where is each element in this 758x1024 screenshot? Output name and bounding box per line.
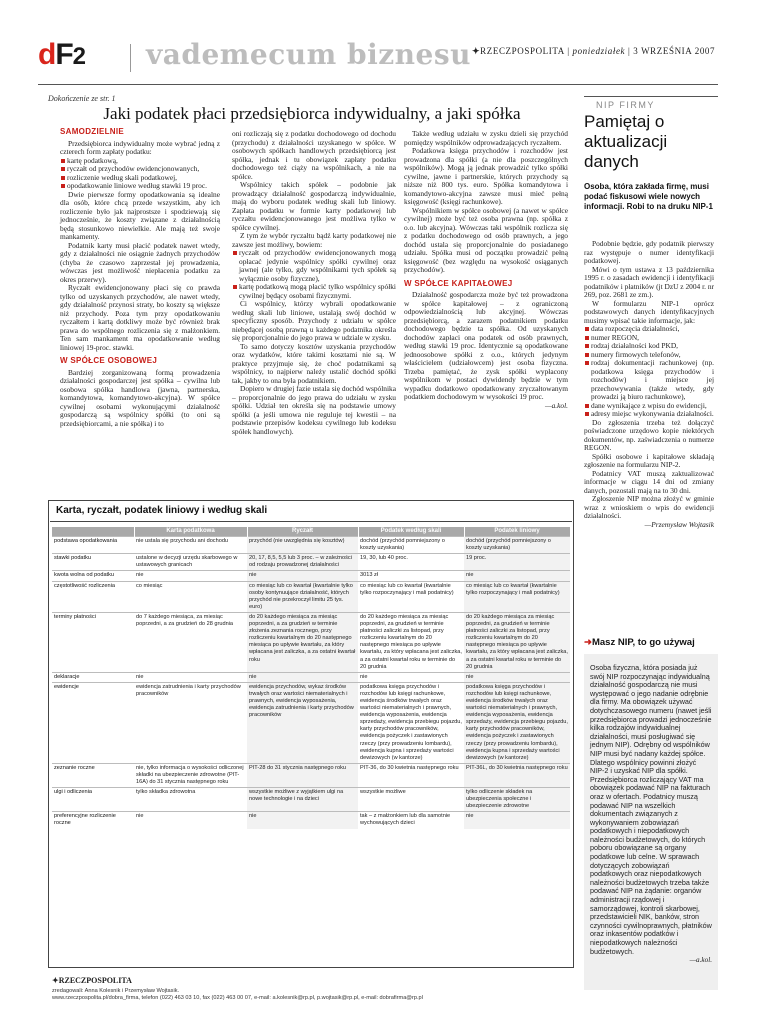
table-cell: co miesiąc lub co kwartał (kwartalnie tylko rozpoczynający i mali podatnicy) (464, 581, 570, 612)
list-item: kartę podatkową, (60, 157, 220, 166)
list-item: dane wynikające z wpisu do ewidencji, (584, 402, 714, 411)
table-cell: PIT-36, do 30 kwietnia następnego roku (358, 763, 464, 787)
sidebar-title: Pamiętaj o aktualizacji danych (584, 112, 668, 171)
paragraph: Także według udziału w zysku dzieli się przychód pomiędzy wspólników odprowadzających ryczałtem. (404, 129, 568, 147)
section-title: vademecum biznesu (146, 38, 471, 71)
paragraph: Spółki osobowe i kapitałowe składają zgłoszenie na formularzu NIP-2. (584, 451, 714, 469)
table-cell: przychód (nie uwzględnia się kosztów) (247, 537, 358, 554)
logo-number: 2 (72, 43, 86, 70)
paragraph: Podobnie będzie, gdy podatnik pierwszy raz występuje o numer identyfikacji podatkowej. (584, 239, 714, 265)
section-heading: W SPÓŁCE OSOBOWEJ (60, 356, 158, 365)
author-signature: —a.kol. (545, 400, 568, 410)
list-item: numery firmowych telefonów, (584, 351, 714, 360)
list-item: rozliczenie według skali podatkowej, (60, 174, 220, 183)
table-cell: dochód (przychód pomniejszony o koszty uzyskania) (358, 537, 464, 554)
list-item: opodatkowanie liniowe według stawki 19 proc. (60, 182, 220, 191)
credits-line: zredagowali: Anna Kolesnik i Przemysław Wojtasik. (52, 988, 180, 994)
continued-note: Dokończenie ze str. 1 (48, 94, 116, 103)
header-rule (38, 84, 718, 85)
table-cell: nie ustala się przychodu ani dochodu (134, 537, 247, 554)
table-cell: nie (358, 672, 464, 682)
header-divider (130, 44, 131, 72)
table-cell: nie (247, 571, 358, 581)
table-cell: do 20 każdego miesiąca za miesiąc poprzedni, a za grudzień w terminie złożenia zeznania rocznego, przy rozliczeniu kwartalnym do 20 następnego miesiąca po upływie kwartału, za który wpłacana jest zaliczka, a za ostatni kwartał roku (247, 612, 358, 672)
table-row (52, 682, 570, 763)
table-cell: nie (247, 672, 358, 682)
table-row (52, 554, 570, 571)
table-cell: nie, tylko informacja o wysokości odliczonej składki na ubezpieczenie zdrowotne (PIT-16A) do 31 stycznia następnego roku (134, 763, 247, 787)
row-label: deklaracje (52, 672, 134, 682)
paragraph: Do zgłoszenia trzeba też dołączyć poświadczone urzędowo kopie niektórych dokumentów, np. zaświadczenia o numerze REGON. (584, 417, 714, 452)
table-cell: nie (134, 571, 247, 581)
table-cell: tylko odliczenie składek na ubezpieczenia społeczne i ubezpieczenie zdrowotne (464, 788, 570, 812)
column-header: Ryczałt (247, 527, 358, 537)
footer-logo-text: RZECZPOSPOLITA (58, 976, 132, 985)
paragraph: Dwie pierwsze formy opodatkowania są idealne dla osób, które chcą przede wszystkim, aby ich rozliczenie było jak najprostsze i spodziewają się jednocześnie, że koszty związane z działalnością będą stosunkowo niewielkie. Ale mają też swoje mankamenty. (60, 189, 220, 241)
paragraph: Przedsiębiorca indywidualny może wybrać jedną z czterech form zapłaty podatku: (60, 138, 220, 156)
column-header: Karta podatkowa (134, 527, 247, 537)
table-cell: nie (464, 672, 570, 682)
list-item: numer REGON, (584, 334, 714, 343)
table-title: Karta, ryczałt, podatek liniowy i według skali (56, 505, 268, 516)
table-header-row (52, 527, 570, 537)
table-row (52, 581, 570, 612)
table-row (52, 672, 570, 682)
table-cell: co miesiąc lub co kwartał (kwartalnie tylko rozpoczynający i mali podatnicy) (358, 581, 464, 612)
paragraph: Zgłoszenie NIP można złożyć w gminie wraz z wnioskiem o wpis do ewidencji działalności. (584, 494, 714, 520)
logo-f: F (55, 38, 73, 71)
row-label: stawki podatku (52, 554, 134, 571)
masthead-day: poniedziałek (572, 46, 626, 56)
list-item: kartę podatkową mogą płacić tylko wspólnicy spółki cywilnej będący osobami fizycznymi. (232, 283, 396, 300)
table-cell: ewidencja zatrudnienia i karty przychodów pracowników (134, 682, 247, 763)
headline: Jaki podatek płaci przedsiębiorca indywidualny, a jaki spółka (103, 104, 521, 123)
table-cell: ewidencja przychodów, wykaz środków trwałych oraz wartości niematerialnych i prawnych, ewidencja wyposażenia, ewidencja zatrudnienia i karty przychodów pracowników (247, 682, 358, 763)
author-signature: —Przemysław Wojtasik (644, 519, 714, 529)
row-label: terminy płatności (52, 612, 134, 672)
section-heading: SAMODZIELNIE (60, 127, 125, 136)
table-cell: podatkowa księga przychodów i rozchodów lub księgi rachunkowe, ewidencja środków trwałych oraz wartości niematerialnych i prawnych, ewidencja wyposażenia, ewidencja sprzedaży, ewidencja przebiegu pojazdu, karty przychodów pracowników, ewidencja pożyczek i zastawionych rzeczy (przy prowadzeniu lombardu), ewidencja kupna i sprzedaży wartości dewizowych (w kantorze) (464, 682, 570, 763)
row-label: kwota wolna od podatku (52, 571, 134, 581)
row-label: zeznanie roczne (52, 763, 134, 787)
eagle-icon: ✦ (472, 46, 481, 56)
sidebar-label: NIP FIRMY (596, 100, 655, 110)
table-cell: 20, 17, 8,5, 5,5 lub 3 proc. – w zależności od rodzaju prowadzonej działalności (247, 554, 358, 571)
section-heading: W SPÓŁCE KAPITAŁOWEJ (404, 278, 513, 288)
table-cell: 19 proc. (464, 554, 570, 571)
table-cell: tak – z małżonkiem lub dla samotnie wychowujących dzieci (358, 812, 464, 829)
column-header (52, 527, 134, 537)
paragraph: Podatnicy VAT muszą zaktualizować informacje w ciągu 14 dni od zmiany danych, pozostali mają na to 30 dni. (584, 468, 714, 495)
table-cell: 3013 zł (358, 571, 464, 581)
column-header: Podatek według skali (358, 527, 464, 537)
masthead-date: 3 WRZEŚNIA 2007 (633, 46, 716, 56)
footer-credits (52, 988, 572, 1002)
table-cell: do 20 każdego miesiąca za miesiąc poprzedni, za grudzień w terminie płatności zaliczki za listopad, przy rozliczeniu kwartalnym do 20 następnego miesiąca po upływie kwartału, za który wpłacana jest zaliczka, a za ostatni kwartał roku w terminie do 20 grudnia (464, 612, 570, 672)
table-cell: wszystkie możliwe (358, 788, 464, 812)
table-cell: nie (464, 571, 570, 581)
masthead: ✦RZECZPOSPOLITA | poniedziałek | 3 WRZEŚNIA 2007 (472, 46, 716, 56)
row-label: podstawa opodatkowania (52, 537, 134, 554)
paragraph: Mówi o tym ustawa z 13 października 1995 r. o zasadach ewidencji i identyfikacji podatników i płatników (jt DzU z 2004 r. nr 269, poz. 2681 ze zm.). (584, 264, 714, 299)
logo-d: d (38, 38, 56, 71)
table-row (52, 537, 570, 554)
table-cell: dochód (przychód pomniejszony o koszty uzyskania) (464, 537, 570, 554)
paragraph: To samo dotyczy kosztów uzyskania przychodów oraz wydatków, które takimi kosztami nie są. W praktyce przyjmuje się, że choć podatnikami są wspólnicy, to najpierw należy ustalić dochód spółki tak, jakby to ona była podatnikiem. (232, 341, 396, 385)
arrow-icon: ➜ (584, 637, 592, 648)
list-item: adresy miejsc wykonywania działalności. (584, 410, 714, 419)
table-cell: PIT-28 do 31 stycznia następnego roku (247, 763, 358, 787)
paragraph: Podatkowa księga przychodów i rozchodów jest prowadzona dla spółki (a nie dla poszczególnych wspólników). Mogą ją jednak prowadzić tylko spółki cywilne, jawne i partnerskie, których przychody są niższe niż 800 tys. euro. Spółka komandytowa i komandytowo-akcyjna zawsze musi mieć pełną księgowość (księgi rachunkowe). (404, 146, 568, 206)
table-cell: co miesiąc lub co kwartał (kwartalnie tylko osoby kontynuujące działalność, których przychód nie przekroczył limitu 25 tys. euro) (247, 581, 358, 612)
table-cell: podatkowa księga przychodów i rozchodów lub księgi rachunkowe, ewidencja środków trwałych oraz wartości niematerialnych i prawnych, ewidencja wyposażenia, ewidencja sprzedaży, ewidencja przebiegu pojazdu, karty przychodów pracowników, ewidencja pożyczek i zastawionych rzeczy (przy prowadzeniu lombardu), ewidencja kupna i sprzedaży wartości dewizowych (w kantorze) (358, 682, 464, 763)
paragraph: Ryczałt ewidencjonowany płaci się co prawda tylko od uzyskanych przychodów, ale nawet wtedy, gdy działalność przynosi straty, bo koszty są większe niż przychody. Poza tym przy opodatkowaniu ryczałtem i kartą dotkliwy może być również brak prawa do wspólnego rozliczenia się z małżonkiem. Ten sam mankament ma opodatkowanie według liniowej 19-proc. stawki. (60, 283, 220, 352)
row-label: częstotliwość rozliczenia (52, 581, 134, 612)
masthead-paper: RZECZPOSPOLITA (480, 46, 565, 56)
table-cell: do 20 każdego miesiąca za miesiąc poprzedni, za grudzień w terminie płatności zaliczki za listopad, przy rozliczeniu kwartalnym do 20 następnego miesiąca po upływie kwartału, za który wpłacana jest zaliczka, a za ostatni kwartał roku w terminie do 20 grudnia (358, 612, 464, 672)
table-cell: ustalone w decyzji urzędu skarbowego w ustawowych granicach (134, 554, 247, 571)
list-item: ryczałt od przychodów ewidencjonowanych, (60, 165, 220, 174)
paragraph: Podatnik karty musi płacić podatek nawet wtedy, gdy z działalności nie osiągnie żadnych przychodów (chyba że czasowo zaprzestał jej prowadzenia, wówczas jest możliwość niepłacenia podatku za okres przerwy). (60, 240, 220, 284)
table-cell: nie (247, 812, 358, 829)
paragraph: oni rozliczają się z podatku dochodowego od dochodu (przychodu) z działalności uzyskanego w spółce. W osobowych spółkach handlowych przedsiębiorcą jest spółka, jednak i tu obowiązek zapłaty podatku dochodowego też ciąży na wspólnikach, a nie na spółce. (232, 129, 396, 181)
table-row (52, 763, 570, 787)
article-column-2 (232, 130, 396, 436)
eagle-icon: ✦ (52, 976, 59, 985)
table-row (52, 812, 570, 829)
table-row (52, 788, 570, 812)
paragraph: Z tym że wybór ryczałtu bądź karty podatkowej nie zawsze jest możliwy, bowiem: (232, 231, 396, 249)
box-text: Osoba fizyczna, która posiada już swój NIP rozpoczynając indywidualną działalność gospodarczą nie musi występować o jego nadanie odrębnie dla firmy. Ma obowiązek używać dotychczasowego numeru (nawet jeśli przedsiębiorca prowadzi jednocześnie kilka rodzajów indywidualnej działalności, musi posługiwać się jednym NIP). Odrębny od wspólników NIP musi być nadany każdej spółce. Dlatego wspólnicy powinni złożyć NIP-2 i uzyskać NIP dla spółki. Przedsiębiorca rozliczający VAT ma obowiązek podawać NIP na fakturach oraz w ofertach. Podatnicy muszą podawać NIP na wszelkich dokumentach związanych z wykonywaniem zobowiązań podatkowych i niepodatkowych należności budżetowych, do których poboru obowiązane są organy podatkowe lub celne. W sprawach dotyczących zobowiązań podatkowych oraz niepodatkowych należności budżetowych trzeba także podawać NIP na żądanie: organów administracji rządowej i samorządowej, kontroli skarbowej, przedstawicieli NIK, banków, stron czynności cywilnoprawnych, płatników oraz inkasentów podatków i niepodatkowych należności budżetowych. (590, 663, 712, 956)
contact-line: www.rzeczpospolita.pl/dobra_firma, telefon (022) 463 03 10, fax (022) 463 00 07, e-mail: a.kolesnik@rp.pl, p.wojtasik@rp.pl, e-mail: dobrafirma@rp.pl (52, 995, 423, 1001)
box-title (584, 637, 718, 648)
sidebar-lead: Osoba, która zakłada firmę, musi podać fiskusowi wiele nowych informacji. Robi to na druku NIP-1 (584, 182, 713, 211)
footer-logo (52, 976, 132, 985)
article-column-1 (60, 128, 220, 428)
table-cell: nie (134, 812, 247, 829)
box-title-text: Masz NIP, to go używaj (591, 637, 695, 648)
section-logo (38, 40, 85, 72)
table-cell: nie (464, 812, 570, 829)
table-cell: do 7 każdego miesiąca, za miesiąc poprzedni, a za grudzień do 28 grudnia (134, 612, 247, 672)
table-row (52, 571, 570, 581)
list-item: ryczałt od przychodów ewidencjonowanych mogą opłacać jedynie wspólnicy spółki cywilnej oraz jawnej (ale tylko, gdy wspólnikami tych spółek są wyłącznie osoby fizyczne), (232, 249, 396, 283)
paragraph: Wspólnikiem w spółce osobowej (a nawet w spółce cywilnej) może być też osoba prawna (np. spółka z o.o. lub akcyjna). Wówczas taki wspólnik rozlicza się z podatku dochodowego od osób prawnych, a jego dochód ustala się proporcjonalnie do posiadanego udziału. Spółka musi od początku prowadzić pełną księgowość (bez względu na wysokość osiąganych przychodów). (404, 205, 568, 274)
table-cell: 19, 30, lub 40 proc. (358, 554, 464, 571)
paragraph: Ci wspólnicy, którzy wybrali opodatkowanie według skali lub liniowe, ustalają swój dochód w specyficzny sposób. Przychody z udziału w spółce niebędącej osobą prawną u każdego podatnika określa się proporcjonalnie do jego prawa w udziale w zysku. (232, 299, 396, 342)
paragraph: Bardziej zorganizowaną formą prowadzenia działalności gospodarczej jest spółka – cywilna lub osobowa spółka handlowa (jawna, partnerska, komandytowa, komandytowo-akcyjna). W spółce cywilnej osobami wykonującymi działalność gospodarczą są wspólnicy spółki (to oni są przedsiębiorcami, a nie spółka) i to (60, 367, 220, 428)
row-label: ewidencje (52, 682, 134, 763)
author-signature: —a.kol. (689, 956, 712, 965)
article-column-3 (404, 130, 568, 410)
paragraph: Działalność gospodarcza może być też prowadzona w spółce kapitałowej – z ograniczoną odpowiedzialnością lub akcyjnej. Wówczas przedsiębiorcą, a zarazem podatnikiem podatku dochodowego będzie ta spółka. Od uzyskanych dochodów zapłaci ona podatek od osób prawnych, według stawki 19 proc. Identycznie są opodatkowane jednoosobowe spółki z o.o., których jedynym właścicielem (udziałowcem) jest osoba fizyczna. Trzeba pamiętać, że zysk spółki wypłacony wspólnikom w postaci dywidendy będzie w tym wypadku dodatkowo opodatkowany zryczałtowanym podatkiem dochodowym w wysokości 19 proc. (404, 290, 568, 401)
sidebar-rule (584, 96, 718, 97)
paragraph: Wspólnicy takich spółek – podobnie jak prowadzący działalność gospodarczą indywidualnie, mają do wyboru podatek według skali lub liniowy. Zapłata podatku w formie karty podatkowej lub ryczałtu ewidencjonowanego jest możliwa tylko w spółce cywilnej. (232, 180, 396, 232)
table-row (52, 612, 570, 672)
row-label: ulgi i odliczenia (52, 788, 134, 812)
table-cell: wszystkie możliwe z wyjątkiem ulgi na nowe technologie i na dzieci (247, 788, 358, 812)
table-cell: tylko składka zdrowotna (134, 788, 247, 812)
table-cell: PIT-36L, do 30 kwietnia następnego roku (464, 763, 570, 787)
info-box (584, 654, 718, 990)
list-item: rodzaj działalności kod PKD, (584, 342, 714, 351)
table-rule (50, 521, 572, 522)
column-header: Podatek liniowy (464, 527, 570, 537)
row-label: preferencyjne rozliczenie roczne (52, 812, 134, 829)
list-item: data rozpoczęcia działalności, (584, 325, 714, 334)
table-cell: nie (134, 672, 247, 682)
paragraph: Dopiero w drugiej fazie ustala się dochód wspólnika – proporcjonalnie do jego prawa do udziału w zysku spółki. Udział ten określa się na podstawie umowy spółki (a jeśli umowa nie reguluje tej kwestii – na podstawie przepisów kodeksu cywilnego lub kodeksu spółek handlowych). (232, 384, 396, 436)
list-item: rodzaj dokumentacji rachunkowej (np. podatkowa księga przychodów i rozchodów) i miejsce jej przechowywania (także wtedy, gdy prowadzi ją biuro rachunkowe), (584, 359, 714, 402)
comparison-table (52, 527, 571, 829)
sidebar-body (584, 240, 714, 529)
table-cell: co miesiąc (134, 581, 247, 612)
paragraph: W formularzu NIP-1 oprócz podstawowych danych identyfikacyjnych musimy wpisać takie informacje, jak: (584, 298, 714, 325)
